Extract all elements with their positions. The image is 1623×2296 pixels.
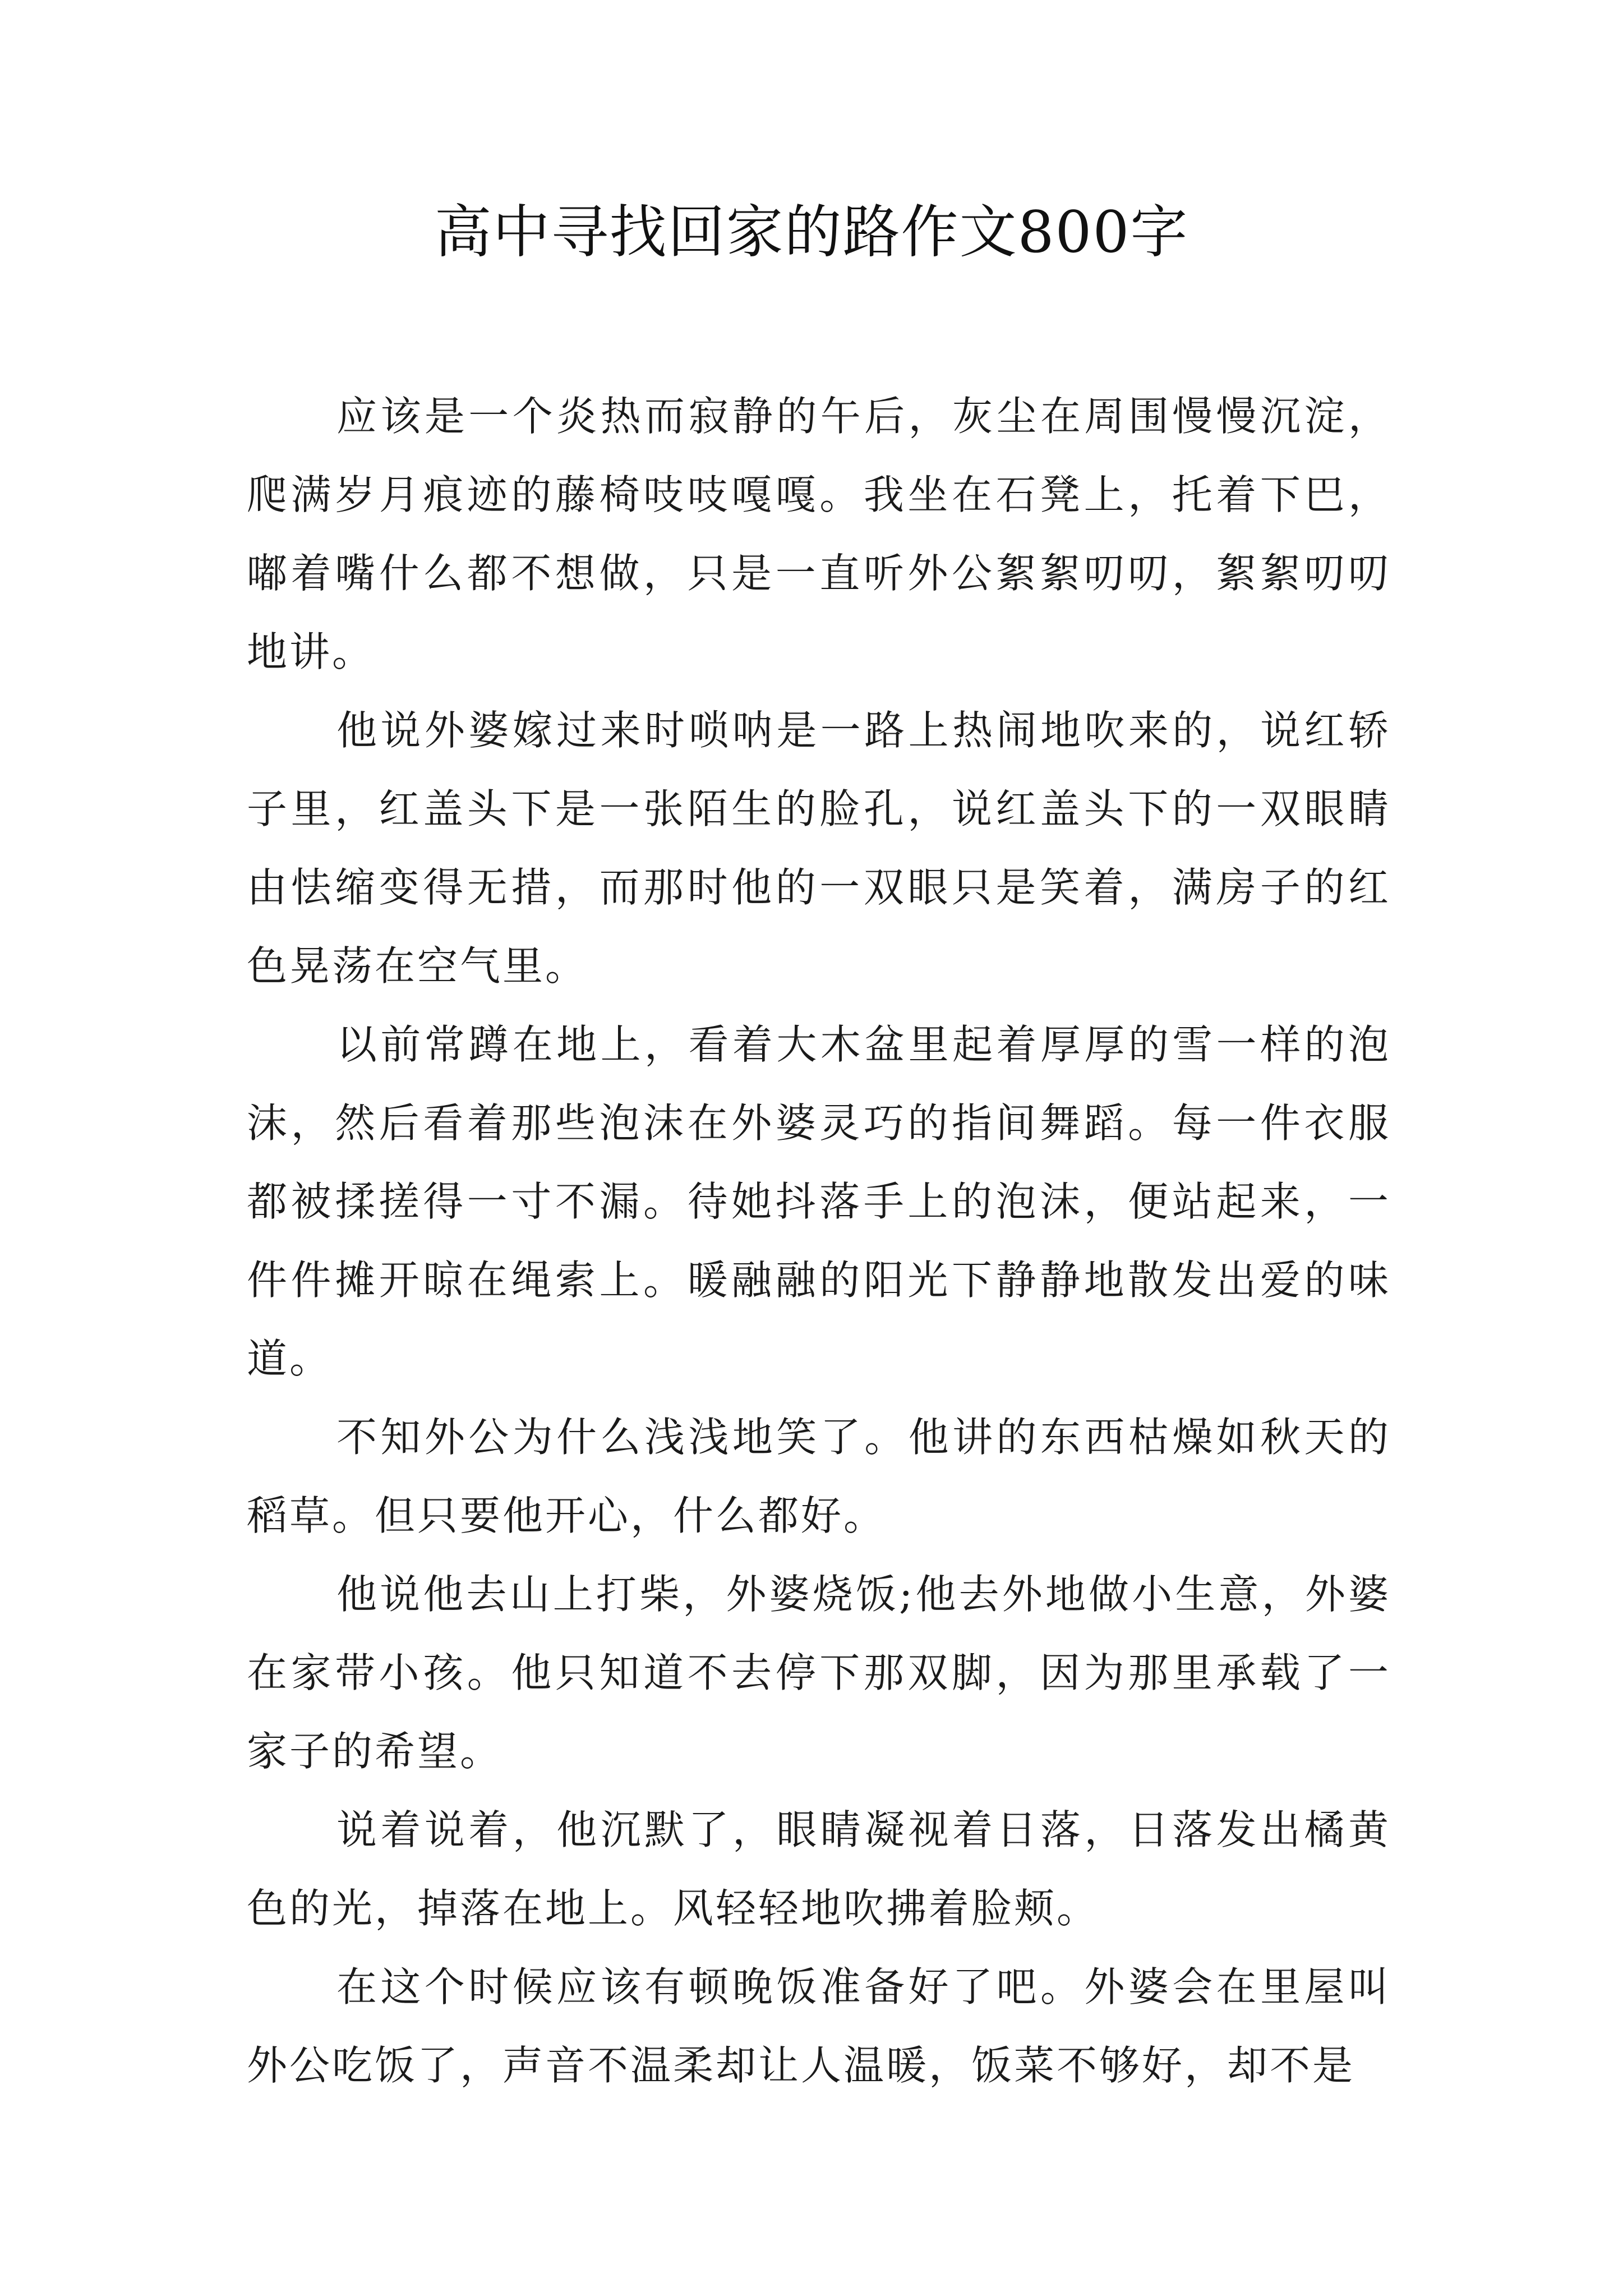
paragraph: 不知外公为什么浅浅地笑了。他讲的东西枯燥如秋天的稻草。但只要他开心，什么都好。	[247, 1414, 1391, 1539]
paragraph: 在这个时候应该有顿晚饭准备好了吧。外婆会在里屋叫外公吃饭了，声音不温柔却让人温暖，饭菜不够好，却不是	[247, 1963, 1391, 2089]
paragraph: 应该是一个炎热而寂静的午后，灰尘在周围慢慢沉淀，爬满岁月痕迹的藤椅吱吱嘎嘎。我坐在石凳上，托着下巴，嘟着嘴什么都不想做，只是一直听外公絮絮叨叨，絮絮叨叨地讲。	[247, 393, 1391, 675]
document-title: 高中寻找回家的路作文800字	[434, 199, 1189, 266]
paragraph: 说着说着，他沉默了，眼睛凝视着日落，日落发出橘黄色的光，掉落在地上。风轻轻地吹拂着脸颊。	[247, 1806, 1391, 1932]
paragraph: 以前常蹲在地上，看着大木盆里起着厚厚的雪一样的泡沫，然后看着那些泡沫在外婆灵巧的指间舞蹈。每一件衣服都被揉搓得一寸不漏。待她抖落手上的泡沫，便站起来，一件件摊开晾在绳索上。暖融融的阳光下静静地散发出爱的味道。	[247, 1021, 1391, 1382]
paragraph: 他说他去山上打柴，外婆烧饭;他去外地做小生意，外婆在家带小孩。他只知道不去停下那双脚，因为那里承载了一家子的希望。	[247, 1571, 1391, 1775]
paragraph: 他说外婆嫁过来时唢呐是一路上热闹地吹来的，说红轿子里，红盖头下是一张陌生的脸孔，说红盖头下的一双眼睛由怯缩变得无措，而那时他的一双眼只是笑着，满房子的红色晃荡在空气里。	[247, 707, 1391, 990]
document-body	[247, 377, 1391, 2105]
